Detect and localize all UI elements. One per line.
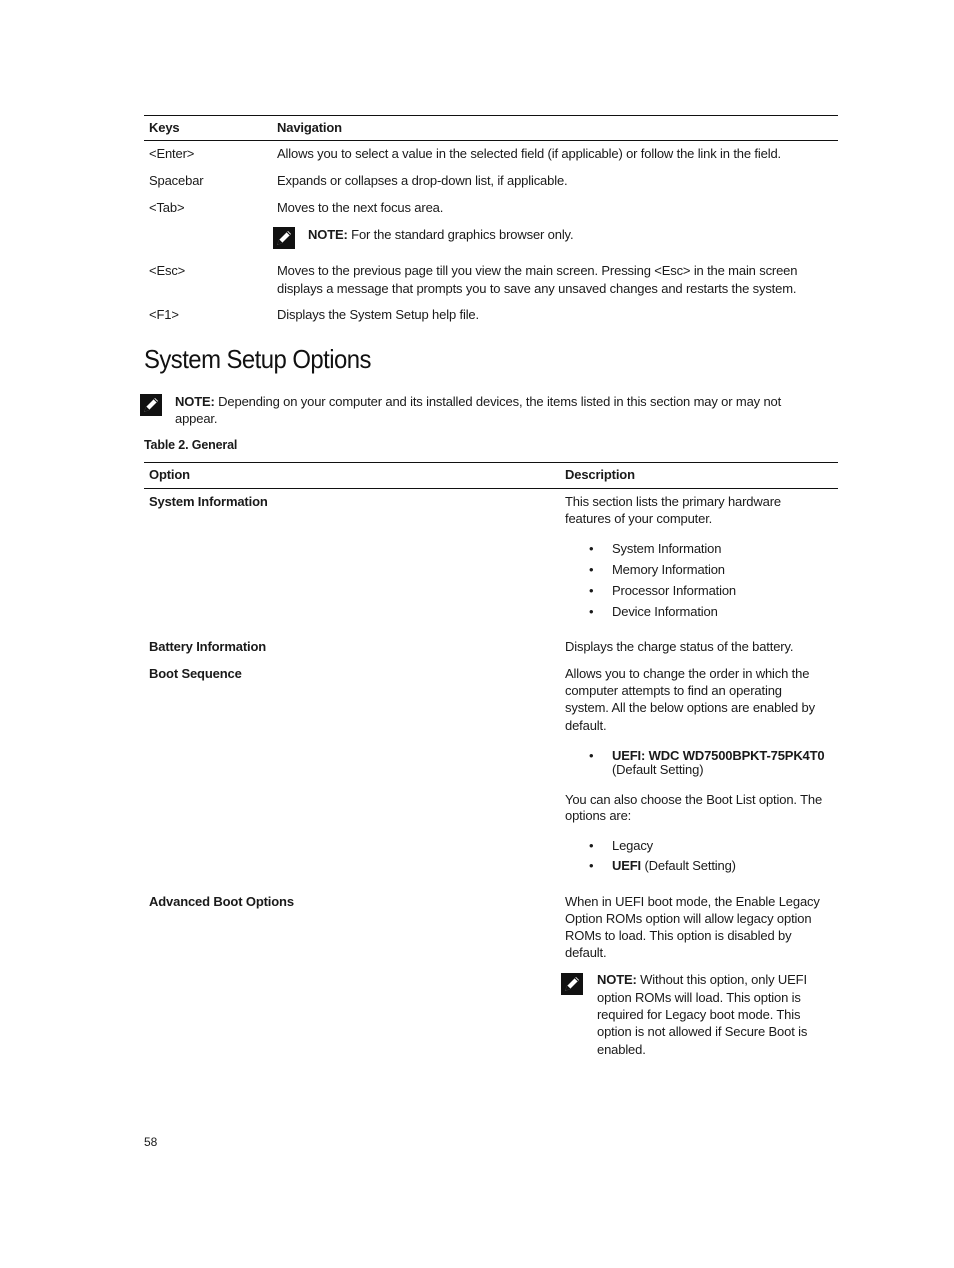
note-text: For the standard graphics browser only.	[347, 227, 574, 242]
note-label: NOTE:	[175, 394, 215, 409]
note-text: Without this option, only UEFI	[636, 972, 807, 987]
general-table-top-rule	[144, 462, 838, 463]
section-note-line2: appear.	[175, 411, 218, 426]
navigation-header: Navigation	[277, 120, 342, 135]
table-caption: Table 2. General	[144, 438, 238, 452]
keys-table-top-rule	[144, 115, 838, 116]
desc-line: default.	[565, 718, 607, 733]
bullet-item: Device Information	[612, 604, 718, 619]
desc-line: You can also choose the Boot List option. The	[565, 792, 823, 807]
advanced-note-line1	[597, 971, 807, 989]
nav-spacebar: Expands or collapses a drop-down list, if applicable.	[277, 173, 568, 188]
bullet-dot: •	[589, 604, 594, 619]
option-boot-sequence: Boot Sequence	[149, 666, 242, 681]
note-line: option ROMs will load. This option is	[597, 990, 801, 1005]
key-esc: <Esc>	[149, 263, 186, 278]
note-label: NOTE:	[597, 972, 637, 987]
bullet-text: (Default Setting)	[641, 858, 736, 873]
desc-line: features of your computer.	[565, 511, 713, 526]
key-enter: <Enter>	[149, 146, 195, 161]
bullet-item: UEFI: WDC WD7500BPKT-75PK4T0	[612, 748, 825, 763]
option-header: Option	[149, 467, 190, 482]
bullet-item: Legacy	[612, 838, 654, 853]
option-system-information: System Information	[149, 494, 268, 509]
bullet-item	[612, 857, 736, 875]
bullet-item: Memory Information	[612, 562, 725, 577]
bullet-dot: •	[589, 562, 594, 577]
note-pencil-icon	[140, 394, 162, 416]
note-text: Depending on your computer and its installed devices, the items listed in this section may or may not	[214, 394, 782, 409]
option-battery-information: Battery Information	[149, 639, 267, 654]
desc-line: Displays the charge status of the battery.	[565, 639, 794, 654]
note-line: required for Legacy boot mode. This	[597, 1007, 801, 1022]
bullet-dot: •	[589, 583, 594, 598]
key-f1: <F1>	[149, 307, 179, 322]
desc-line: ROMs to load. This option is disabled by	[565, 928, 792, 943]
nav-tab: Moves to the next focus area.	[277, 200, 444, 215]
nav-f1: Displays the System Setup help file.	[277, 307, 479, 322]
section-note-line1	[175, 393, 781, 411]
desc-line: When in UEFI boot mode, the Enable Legacy	[565, 894, 820, 909]
keys-table-header-rule	[144, 140, 838, 141]
page-number: 58	[144, 1135, 158, 1149]
note-pencil-icon	[273, 227, 295, 249]
nav-esc-line1: Moves to the previous page till you view the main screen. Pressing <Esc> in the main screen	[277, 263, 798, 278]
bullet-dot: •	[589, 858, 594, 873]
nav-esc-line2: displays a message that prompts you to save any unsaved changes and restarts the system.	[277, 281, 797, 296]
bullet-dot: •	[589, 838, 594, 853]
nav-enter: Allows you to select a value in the selected field (if applicable) or follow the link in the field.	[277, 146, 781, 161]
note-label: NOTE:	[308, 227, 348, 242]
keys-header: Keys	[149, 120, 180, 135]
bullet-dot: •	[589, 748, 594, 763]
general-table-header-rule	[144, 488, 838, 489]
bullet-item: System Information	[612, 541, 722, 556]
bullet-subtext: (Default Setting)	[612, 762, 704, 777]
tab-note	[308, 226, 573, 244]
desc-line: Option ROMs option will allow legacy option	[565, 911, 812, 926]
bullet-label: UEFI	[612, 858, 642, 873]
key-spacebar: Spacebar	[149, 173, 204, 188]
bullet-dot: •	[589, 541, 594, 556]
desc-line: computer attempts to find an operating	[565, 683, 782, 698]
option-advanced-boot-options: Advanced Boot Options	[149, 894, 294, 909]
desc-line: system. All the below options are enabled by	[565, 700, 815, 715]
description-header: Description	[565, 467, 635, 482]
note-line: option is not allowed if Secure Boot is	[597, 1024, 808, 1039]
note-pencil-icon	[561, 973, 583, 995]
desc-line: default.	[565, 945, 607, 960]
desc-line: This section lists the primary hardware	[565, 494, 781, 509]
desc-line: Allows you to change the order in which the	[565, 666, 810, 681]
key-tab: <Tab>	[149, 200, 185, 215]
desc-line: options are:	[565, 808, 632, 823]
note-line: enabled.	[597, 1042, 646, 1057]
section-title: System Setup Options	[144, 344, 371, 374]
bullet-item: Processor Information	[612, 583, 737, 598]
